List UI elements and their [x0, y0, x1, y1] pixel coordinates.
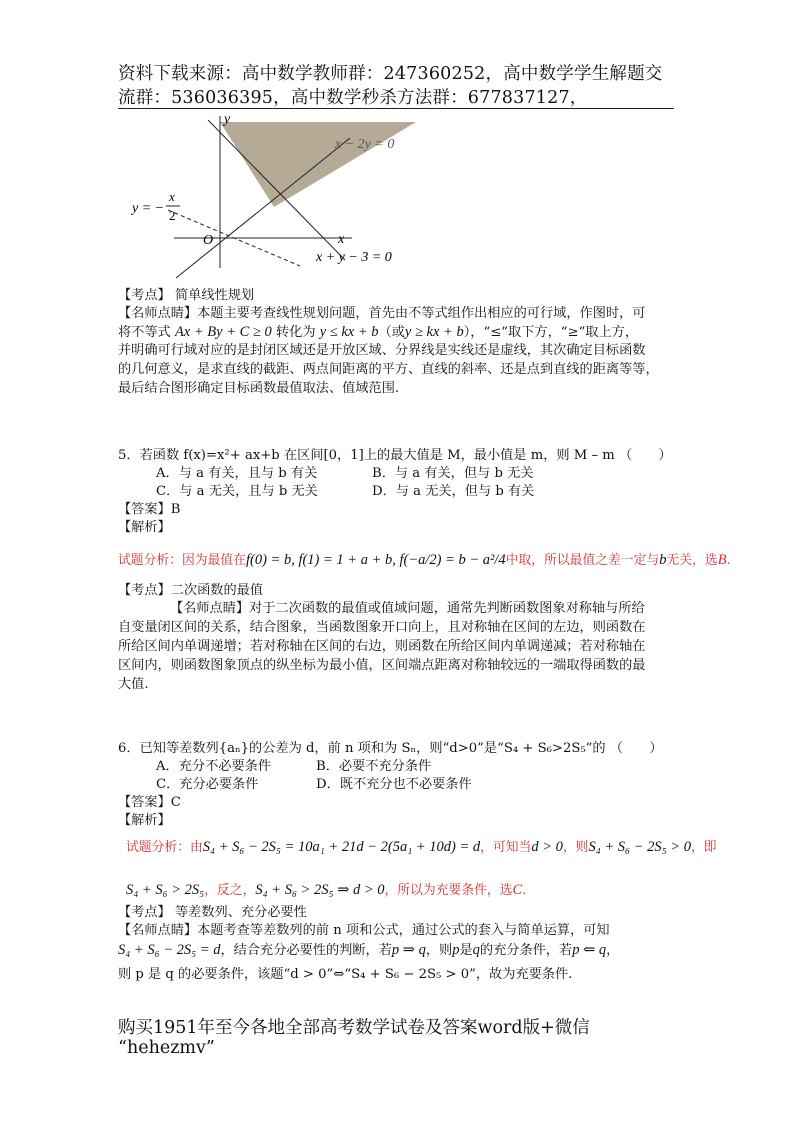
y-axis-label: y — [224, 112, 231, 127]
q6-mingshi-line-1: 【名师点睛】本题考查等差数列的前 n 项和公式，通过公式的套入与简单运算，可知 — [118, 923, 610, 938]
q6-solution-line-1: 试题分析：由S₄ + S₆ − 2S₅ = 10a₁ + 21d − 2(5a₁ + 10d) = d，可知当d > 0，则S₄ + S₆ − 2S₅ > 0，即 — [126, 839, 717, 855]
dashed-line-label: y = − — [132, 201, 165, 216]
origin-label: O — [203, 233, 214, 248]
q6-mingshi-line-2: S₄ + S₆ − 2S₅ = d，结合充分必要性的判断，若p ⇒ q，则p是q的充分条件，若p ⇐ q， — [118, 942, 620, 958]
q5-analysis-label: 【解析】 — [118, 520, 171, 535]
q5-mingshi-line-5: 大值. — [118, 677, 149, 692]
q5-mingshi-line-3: 所给区间内单调递增；若对称轴在区间的右边，则函数在所给区间内单调递减；若对称轴在 — [118, 639, 646, 654]
x-axis-label: x — [338, 232, 345, 247]
q5-mingshi-line-4: 区间内，则函数图象顶点的纵坐标为最小值，区间端点距离对称轴较远的一端取得函数的最 — [118, 658, 646, 673]
q6-option-d: D．既不充分也不必要条件 — [316, 777, 472, 792]
q4-mingshi-line-5: 最后结合图形确定目标函数最值取法、值域范围. — [118, 381, 400, 396]
q5-option-d: D．与 a 无关，但与 b 有关 — [372, 484, 535, 499]
q6-stem: 6．已知等差数列{aₙ}的公差为 d，前 n 项和为 Sₙ，则“d>0”是“S₄ + S₆>2S₅”的 （ ） — [118, 741, 663, 756]
dashed-line-numerator: x — [169, 189, 175, 204]
q6-answer: 【答案】C — [118, 795, 181, 810]
q4-mingshi-line-4: 的几何意义，是求直线的截距、两点间距离的平方、直线的斜率、还是点到直线的距离等等， — [118, 362, 659, 377]
q6-option-b: B．必要不充分条件 — [316, 759, 432, 774]
q5-mingshi-line-2: 自变量闭区间的关系，结合图象，当函数图象开口向上，且对称轴在区间的左边，则函数在 — [118, 620, 646, 635]
q5-stem: 5．若函数 f(x)=x²+ ax+b 在区间[0，1]上的最大值是 M，最小值是 m，则 M – m （ ） — [118, 448, 672, 463]
shaded-feasible-region — [220, 122, 416, 207]
q5-answer: 【答案】B — [118, 502, 181, 517]
q6-solution-line-2: S₄ + S₆ > 2S₅，反之，S₄ + S₆ > 2S₅ ⇒ d > 0，所以为充要条件，选C. — [126, 882, 527, 898]
dashed-line-denominator: 2 — [169, 208, 176, 223]
q6-mingshi-line-3: 则 p 是 q 的必要条件，该题“d > 0”⇔“S₄ + S₆ − 2S₅ > 0”，故为充要条件. — [118, 967, 573, 982]
q5-option-c: C．与 a 无关，且与 b 无关 — [156, 484, 318, 499]
q5-mingshi-line-1: 【名师点睛】对于二次函数的最值或值域问题，通常先判断函数图象对称轴与所给 — [170, 601, 645, 616]
q5-option-b: B．与 a 有关，但与 b 无关 — [372, 466, 534, 481]
q5-solution: 试题分析：因为最值在f(0) = b, f(1) = 1 + a + b, f(−a/2) = b − a²/4中取，所以最值之差一定与b无关，选B. — [118, 552, 731, 568]
header-rule — [118, 108, 674, 109]
q4-kaodian: 【考点】 简单线性规划 — [118, 288, 255, 303]
q4-mingshi-line-1: 【名师点睛】本题主要考查线性规划问题，首先由不等式组作出相应的可行域，作图时，可 — [118, 306, 646, 321]
q4-mingshi-line-2: 将不等式 Ax + By + C ≥ 0 转化为 y ≤ kx + b（或y ≥ kx + b），“≤”取下方，“≥”取上方， — [118, 324, 639, 340]
q5-kaodian: 【考点】二次函数的最值 — [118, 583, 264, 598]
q6-option-c: C．充分必要条件 — [156, 777, 259, 792]
q6-kaodian: 【考点】 等差数列、充分必要性 — [118, 905, 307, 920]
feasible-region-graph — [120, 110, 420, 280]
q6-analysis-label: 【解析】 — [118, 813, 171, 828]
q5-option-a: A．与 a 有关，且与 b 有关 — [156, 466, 318, 481]
q6-option-a: A．充分不必要条件 — [156, 759, 272, 774]
q4-mingshi-line-3: 并明确可行域对应的是封闭区域还是开放区域、分界线是实线还是虚线，其次确定目标函数 — [118, 343, 646, 358]
line1-label: x − 2y = 0 — [335, 137, 395, 152]
footer-line-1: 购买1951年至今各地全部高考数学试卷及答案word版+微信 — [118, 1018, 590, 1038]
header-line-1: 资料下载来源：高中数学教师群：247360252，高中数学学生解题交 — [118, 64, 663, 84]
line2-label: x + y − 3 = 0 — [316, 250, 392, 265]
footer-line-2: “hehezmv” — [118, 1038, 215, 1058]
header-line-2: 流群：536036395，高中数学秒杀方法群：677837127， — [118, 88, 588, 108]
